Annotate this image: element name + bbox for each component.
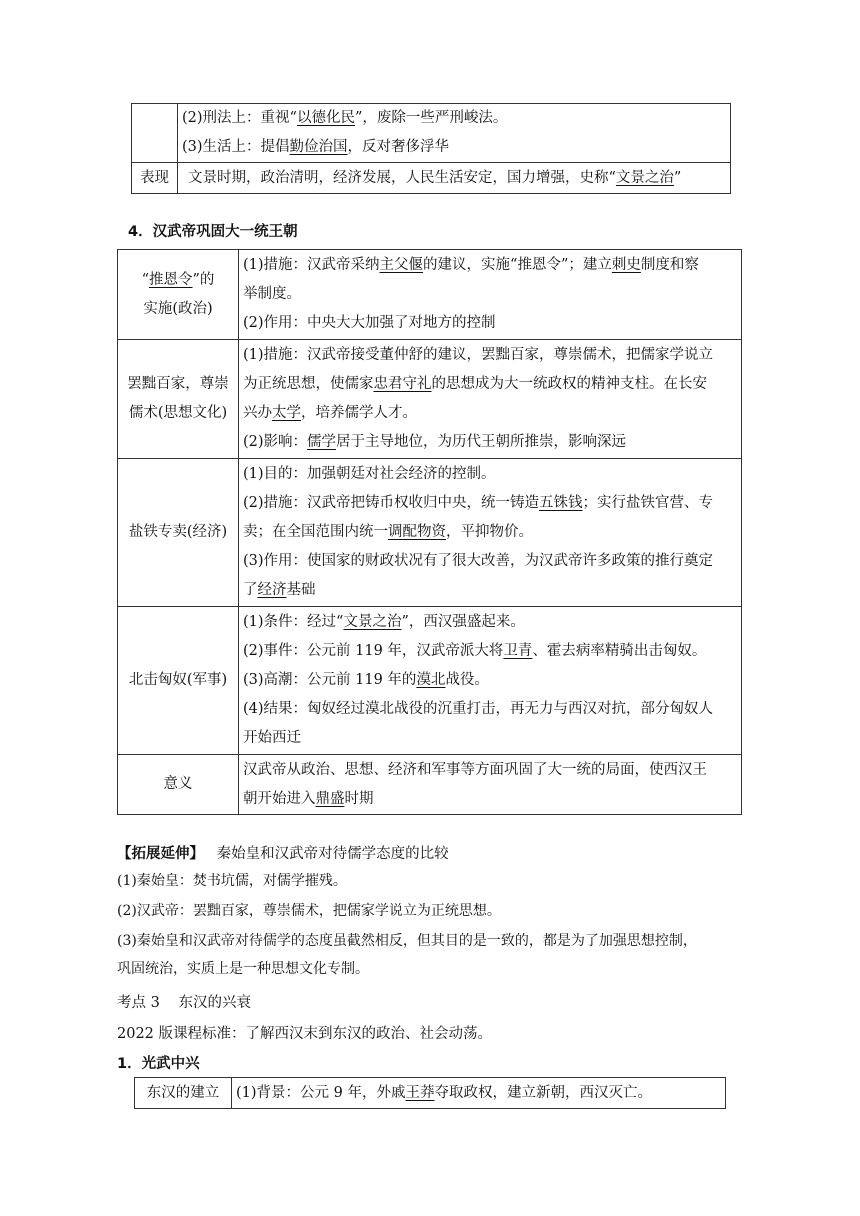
kaodian-title: 东汉的兴衰 xyxy=(178,995,251,1011)
row-label: “推恩令”的 实施(政治) xyxy=(118,250,239,340)
extension-title xyxy=(117,842,449,863)
extension-p3: (3)秦始皇和汉武帝对待儒学的态度虽截然相反，但其目的是一致的，都是为了加强思想控制， xyxy=(117,933,697,949)
row-label: 东汉的建立 xyxy=(135,1078,232,1109)
cell-content xyxy=(239,250,742,340)
text-line: (1)条件：经过“文景之治”，西汉强盛起来。 xyxy=(243,614,525,630)
text-line: (1)目的：加强朝廷对社会经济的控制。 xyxy=(243,466,496,482)
cell-content xyxy=(239,755,742,815)
table-donghan xyxy=(134,1077,726,1109)
row-label: 北击匈奴(军事) xyxy=(118,607,239,755)
row-label: 表现 xyxy=(132,163,178,194)
curriculum-standard: 2022 版课程标准：了解西汉末到东汉的政治、社会动荡。 xyxy=(117,1026,493,1042)
extension-heading: 秦始皇和汉武帝对待儒学态度的比较 xyxy=(216,846,449,862)
cell-content xyxy=(239,607,742,755)
extension-tag: 【拓展延伸】 xyxy=(117,846,204,862)
cell-content xyxy=(239,459,742,607)
extension-p4: 巩固统治，实质上是一种思想文化专制。 xyxy=(117,961,369,977)
text-line: (2)措施：汉武帝把铸币权收归中央，统一铸造五铢钱；实行盐铁官营、专 xyxy=(243,495,714,511)
kaodian-heading xyxy=(117,991,251,1012)
section-heading: 1．光武中兴 xyxy=(117,1056,200,1072)
kaodian-tag: 考点 3 xyxy=(117,995,160,1011)
cell-performance xyxy=(178,163,731,194)
table-wudi xyxy=(117,249,742,815)
section-heading: 4．汉武帝巩固大一统王朝 xyxy=(128,224,298,240)
text-line: 了经济基础 xyxy=(243,582,316,598)
text-line: (2)影响：儒学居于主导地位，为历代王朝所推崇，影响深远 xyxy=(243,434,627,450)
cell-content xyxy=(239,340,742,459)
cell-empty xyxy=(132,104,178,163)
text-line: 卖；在全国范围内统一调配物资，平抑物价。 xyxy=(243,524,533,540)
text-line: 兴办太学，培养儒学人才。 xyxy=(243,405,417,421)
row-label: 罢黜百家，尊崇 儒术(思想文化) xyxy=(118,340,239,459)
text-line: (3)生活上：提倡勤俭治国，反对奢侈浮华 xyxy=(182,139,450,155)
text-line: 文景时期，政治清明，经济发展，人民生活安定，国力增强，史称“文景之治” xyxy=(188,169,682,186)
text-line: (3)高潮：公元前 119 年的漠北战役。 xyxy=(243,672,489,688)
text-line: 汉武帝从政治、思想、经济和军事等方面巩固了大一统的局面，使西汉王 xyxy=(243,761,707,778)
text-line: (3)作用：使国家的财政状况有了很大改善，为汉武帝许多政策的推行奠定 xyxy=(243,553,714,569)
text-line: (1)背景：公元 9 年，外戚王莽夺取政权，建立新朝，西汉灭亡。 xyxy=(236,1084,652,1101)
text-line: (2)作用：中央大大加强了对地方的控制 xyxy=(243,315,496,331)
text-line: (2)事件：公元前 119 年，汉武帝派大将卫青、霍去病率精骑出击匈奴。 xyxy=(243,643,707,659)
text-line: 开始西迁 xyxy=(243,730,301,746)
text-line: (1)措施：汉武帝采纳主父偃的建议，实施“推恩令”；建立刺史制度和察 xyxy=(243,257,699,273)
text-line: 举制度。 xyxy=(243,286,301,302)
extension-p2: (2)汉武帝：罢黜百家，尊崇儒术，把儒家学说立为正统思想。 xyxy=(117,903,501,919)
text-line: (4)结果：匈奴经过漠北战役的沉重打击，再无力与西汉对抗，部分匈奴人 xyxy=(243,701,714,717)
text-line: 为正统思想，使儒家忠君守礼的思想成为大一统政权的精神支柱。在长安 xyxy=(243,376,707,392)
cell-content xyxy=(232,1078,726,1109)
row-label: 意义 xyxy=(118,755,239,815)
row-label: 盐铁专卖(经济) xyxy=(118,459,239,607)
table-wendi-continued xyxy=(131,103,731,194)
text-line: (1)措施：汉武帝接受董仲舒的建议，罢黜百家，尊崇儒术，把儒家学说立 xyxy=(243,347,714,363)
text-line: (2)刑法上：重视“以德化民”，废除一些严刑峻法。 xyxy=(182,110,508,126)
cell-measures xyxy=(178,104,731,163)
text-line: 朝开始进入鼎盛时期 xyxy=(243,790,374,807)
extension-p1: (1)秦始皇：焚书坑儒，对儒学摧残。 xyxy=(117,873,347,889)
